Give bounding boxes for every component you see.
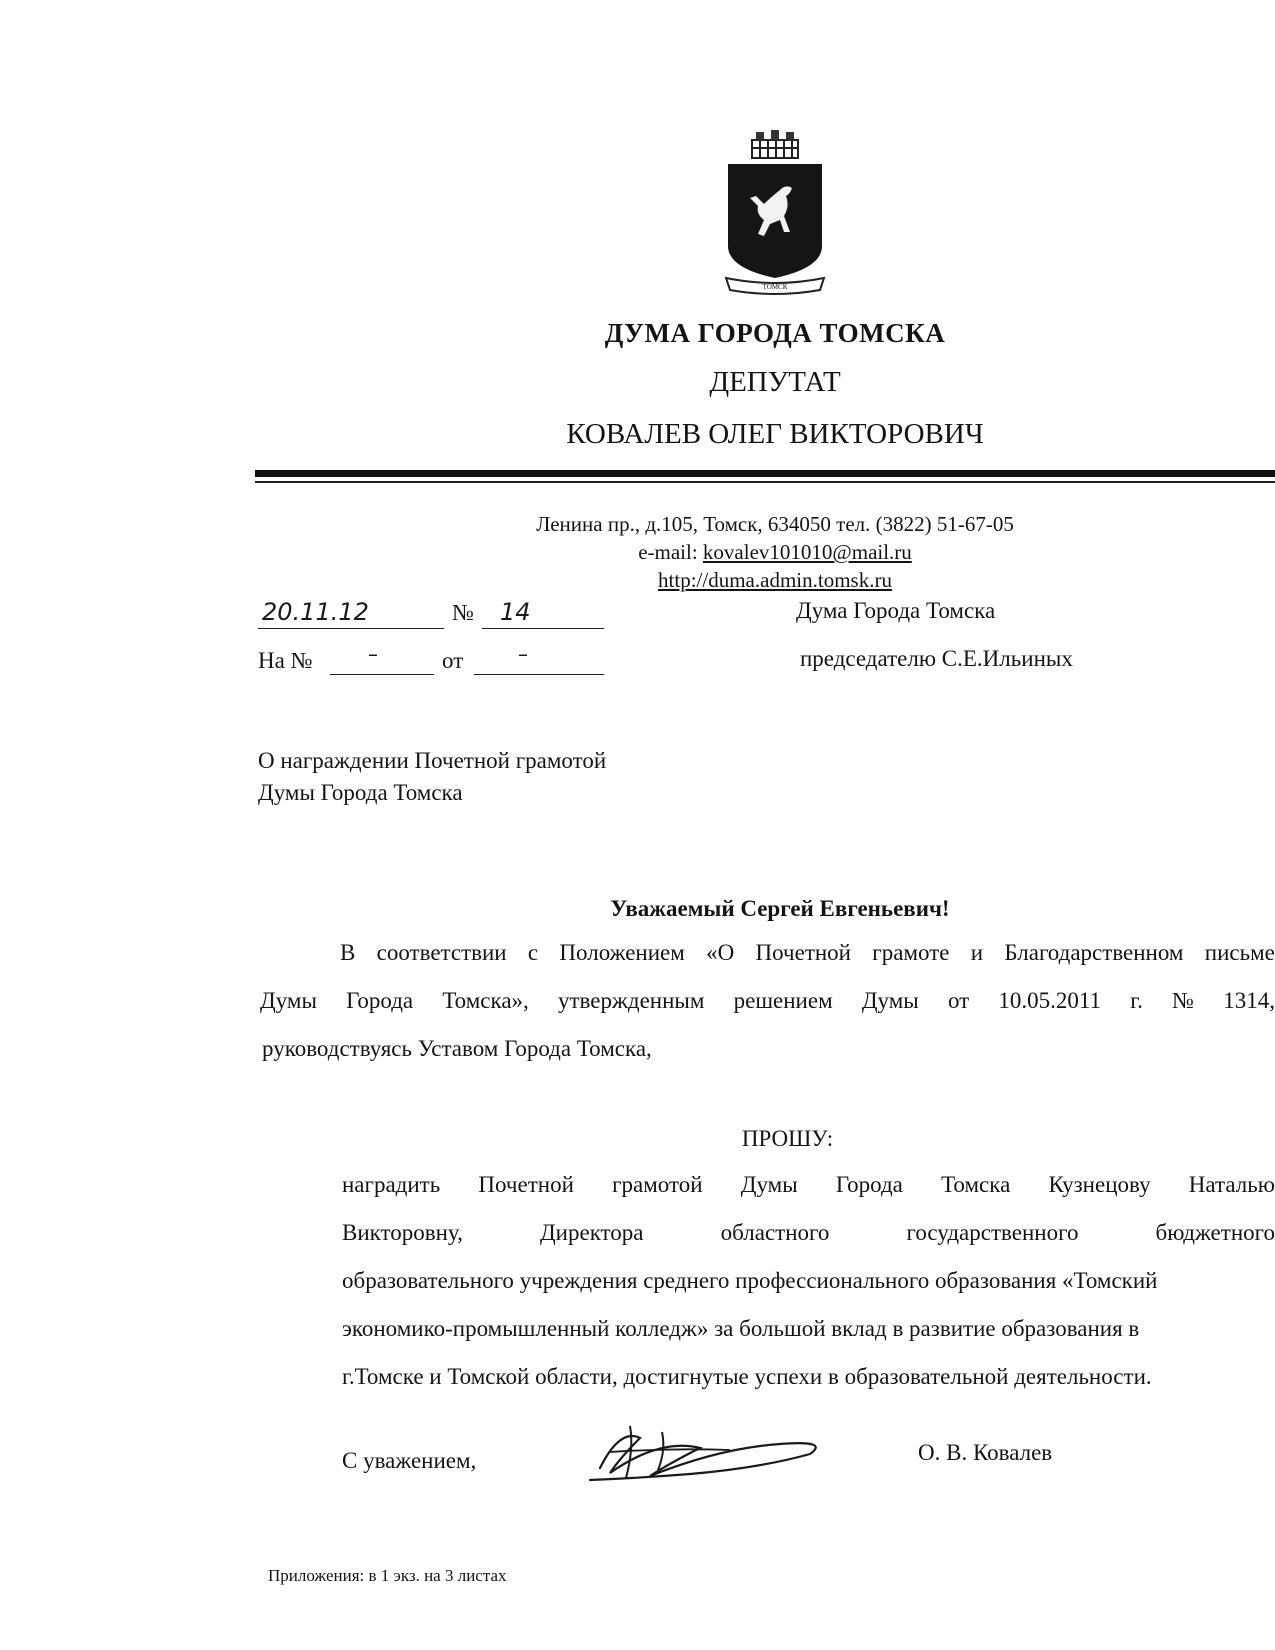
date-underline bbox=[258, 628, 444, 629]
word: Томска», bbox=[442, 988, 529, 1013]
word: письме bbox=[1204, 940, 1275, 965]
word: соответствии bbox=[376, 940, 507, 965]
request-line-2 bbox=[342, 1220, 1275, 1246]
number-underline bbox=[482, 628, 604, 629]
word: Почетной bbox=[478, 1172, 574, 1197]
number-label: № bbox=[452, 600, 474, 625]
reply-number-label: На № bbox=[258, 648, 313, 673]
signature-icon bbox=[580, 1418, 840, 1488]
header-divider bbox=[255, 470, 1275, 477]
request-line-1 bbox=[342, 1172, 1275, 1198]
word: грамотой bbox=[612, 1172, 703, 1197]
request-heading: ПРОШУ: bbox=[741, 1126, 834, 1151]
request-line-3: образовательного учреждения среднего профессионального образования «Томский bbox=[342, 1268, 1158, 1293]
word: утвержденным bbox=[557, 988, 705, 1013]
recipient-line-2: председателю С.Е.Ильиных bbox=[800, 646, 1073, 671]
word: государственного bbox=[906, 1220, 1079, 1245]
word: от bbox=[947, 988, 970, 1013]
word: 1314, bbox=[1223, 988, 1275, 1013]
greeting: Уважаемый Сергей Евгеньевич! bbox=[610, 896, 950, 921]
word: Города bbox=[346, 988, 414, 1013]
website-line bbox=[0, 568, 1275, 593]
word: В bbox=[340, 940, 356, 965]
word: Положением bbox=[559, 940, 685, 965]
word: Викторовну, bbox=[342, 1220, 463, 1245]
paragraph-1-line-1 bbox=[340, 940, 1275, 966]
subject-line-1: О награждении Почетной грамотой bbox=[258, 748, 607, 773]
word: Благодарственном bbox=[1004, 940, 1184, 965]
request-line-4: экономико-промышленный колледж» за большой вклад в развитие образования в bbox=[342, 1316, 1140, 1341]
word: грамоте bbox=[872, 940, 950, 965]
attachments-note: Приложения: в 1 экз. на 3 листах bbox=[268, 1566, 507, 1585]
emblem-motto: ТОМСК bbox=[762, 283, 788, 291]
word: с bbox=[527, 940, 539, 965]
paragraph-1-line-2 bbox=[260, 988, 1275, 1014]
reply-number: – bbox=[368, 642, 378, 666]
header-divider-thin bbox=[255, 481, 1275, 483]
letter-date: 20.11.12 bbox=[262, 598, 369, 626]
word: Директора bbox=[539, 1220, 644, 1245]
reply-date: – bbox=[518, 642, 528, 666]
city-emblem-icon bbox=[720, 128, 830, 298]
word: и bbox=[970, 940, 984, 965]
word: Города bbox=[835, 1172, 903, 1197]
email-label: e-mail: bbox=[638, 540, 703, 564]
word: Думы bbox=[740, 1172, 798, 1197]
word: Наталью bbox=[1188, 1172, 1275, 1197]
email-link[interactable]: kovalev101010@mail.ru bbox=[702, 540, 912, 564]
deputy-name: КОВАЛЕВ ОЛЕГ ВИКТОРОВИЧ bbox=[566, 418, 984, 450]
letter-number: 14 bbox=[500, 598, 531, 626]
signatory-name: О. В. Ковалев bbox=[918, 1440, 1053, 1465]
subject-line-2: Думы Города Томска bbox=[258, 780, 463, 805]
reply-date-underline bbox=[474, 674, 604, 675]
word: 10.05.2011 bbox=[998, 988, 1102, 1013]
request-line-5: г.Томске и Томской области, достигнутые успехи в образовательной деятельности. bbox=[342, 1364, 1152, 1389]
word: Думы bbox=[861, 988, 919, 1013]
paragraph-1-line-3: руководствуясь Уставом Города Томска, bbox=[262, 1036, 652, 1061]
word: бюджетного bbox=[1155, 1220, 1275, 1245]
deputy-position: ДЕПУТАТ bbox=[709, 366, 841, 398]
email-line bbox=[0, 540, 1275, 565]
word: № bbox=[1172, 988, 1194, 1013]
closing-regards: С уважением, bbox=[342, 1448, 477, 1473]
reply-number-underline bbox=[330, 674, 434, 675]
word: «О bbox=[706, 940, 735, 965]
word: г. bbox=[1130, 988, 1143, 1013]
word: решением bbox=[733, 988, 833, 1013]
from-label: от bbox=[442, 648, 464, 673]
word: областного bbox=[720, 1220, 830, 1245]
website-link[interactable]: http://duma.admin.tomsk.ru bbox=[658, 568, 892, 592]
word: Кузнецову bbox=[1048, 1172, 1151, 1197]
word: Думы bbox=[260, 988, 317, 1013]
address-line: Ленина пр., д.105, Томск, 634050 тел. (3822) 51-67-05 bbox=[536, 512, 1014, 536]
recipient-line-1: Дума Города Томска bbox=[796, 598, 996, 623]
word: Томска bbox=[941, 1172, 1011, 1197]
word: Почетной bbox=[755, 940, 851, 965]
organization-title: ДУМА ГОРОДА ТОМСКА bbox=[604, 318, 946, 348]
word: наградить bbox=[342, 1172, 441, 1197]
